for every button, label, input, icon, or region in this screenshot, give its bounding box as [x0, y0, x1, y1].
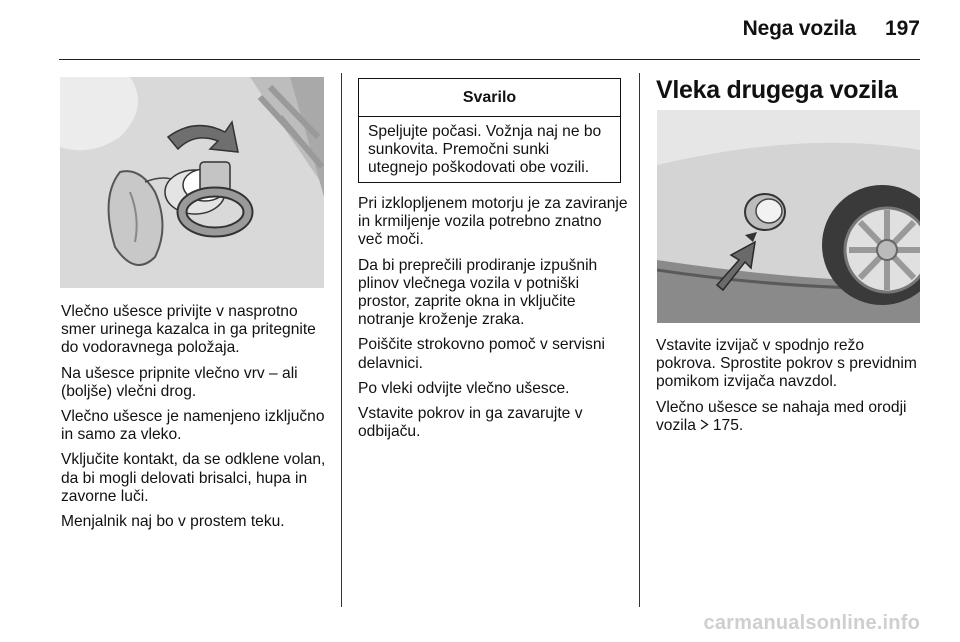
paragraph: Vstavite pokrov in ga zavarujte v odbijaču.	[358, 405, 583, 441]
towing-eye-illustration	[60, 77, 324, 288]
paragraph: Po vleki odvijte vlečno ušesce.	[358, 379, 570, 397]
figure-rear-bumper-cover	[657, 110, 920, 323]
warning-box	[358, 78, 621, 183]
paragraph: Vlečno ušesce je namenjeno izključno in samo za vleko.	[61, 408, 325, 444]
warning-title: Svarilo	[359, 79, 620, 117]
column-divider	[341, 73, 342, 607]
header-rule	[59, 59, 920, 60]
section-heading: Vleka drugega vozila	[656, 76, 898, 104]
rear-bumper-illustration	[657, 110, 920, 323]
column-3-text	[656, 337, 924, 442]
column-1-text	[61, 303, 329, 538]
paragraph: Da bi preprečili prodiranje izpušnih plinov vlečnega vozila v potniški prostor, zaprite okna in vključite notranje kroženje zraka.	[358, 256, 598, 329]
page-reference-icon	[700, 418, 713, 433]
paragraph: Vključite kontakt, da se odklene volan, da bi mogli delovati brisalci, hupa in zavorne luči.	[61, 451, 326, 505]
warning-text: Speljujte počasi. Vožnja naj ne bo sunkovita. Premočni sunki utegnejo poškodovati obe vozili.	[368, 123, 602, 177]
column-2-text	[358, 195, 628, 448]
paragraph-with-reference	[656, 399, 924, 435]
page-number: 197	[884, 17, 920, 40]
running-header-title: Nega vozila	[742, 17, 856, 40]
paragraph: Menjalnik naj bo v prostem teku.	[61, 513, 285, 531]
paragraph: Pri izklopljenem motorju je za zaviranje in krmiljenje vozila potrebno znatno več moči.	[358, 195, 628, 249]
reference-page-link[interactable]: 175.	[712, 416, 744, 434]
figure-towing-eye-install	[60, 77, 324, 288]
paragraph: Poiščite strokovno pomoč v servisni delavnici.	[358, 336, 605, 372]
paragraph: Vlečno ušesce privijte v nasprotno smer urinega kazalca in ga pritegnite do vodoravnega položaja.	[61, 303, 316, 357]
paragraph: Vstavite izvijač v spodnjo režo pokrova. Sprostite pokrov s previdnim pomikom izvijača navzdol.	[656, 337, 917, 391]
reference-text: Vlečno ušesce se nahaja med orodji vozila	[656, 398, 907, 434]
watermark: carmanualsonline.info	[703, 612, 920, 634]
column-divider	[639, 73, 640, 607]
paragraph: Na ušesce pripnite vlečno vrv – ali (boljše) vlečni drog.	[61, 364, 298, 400]
